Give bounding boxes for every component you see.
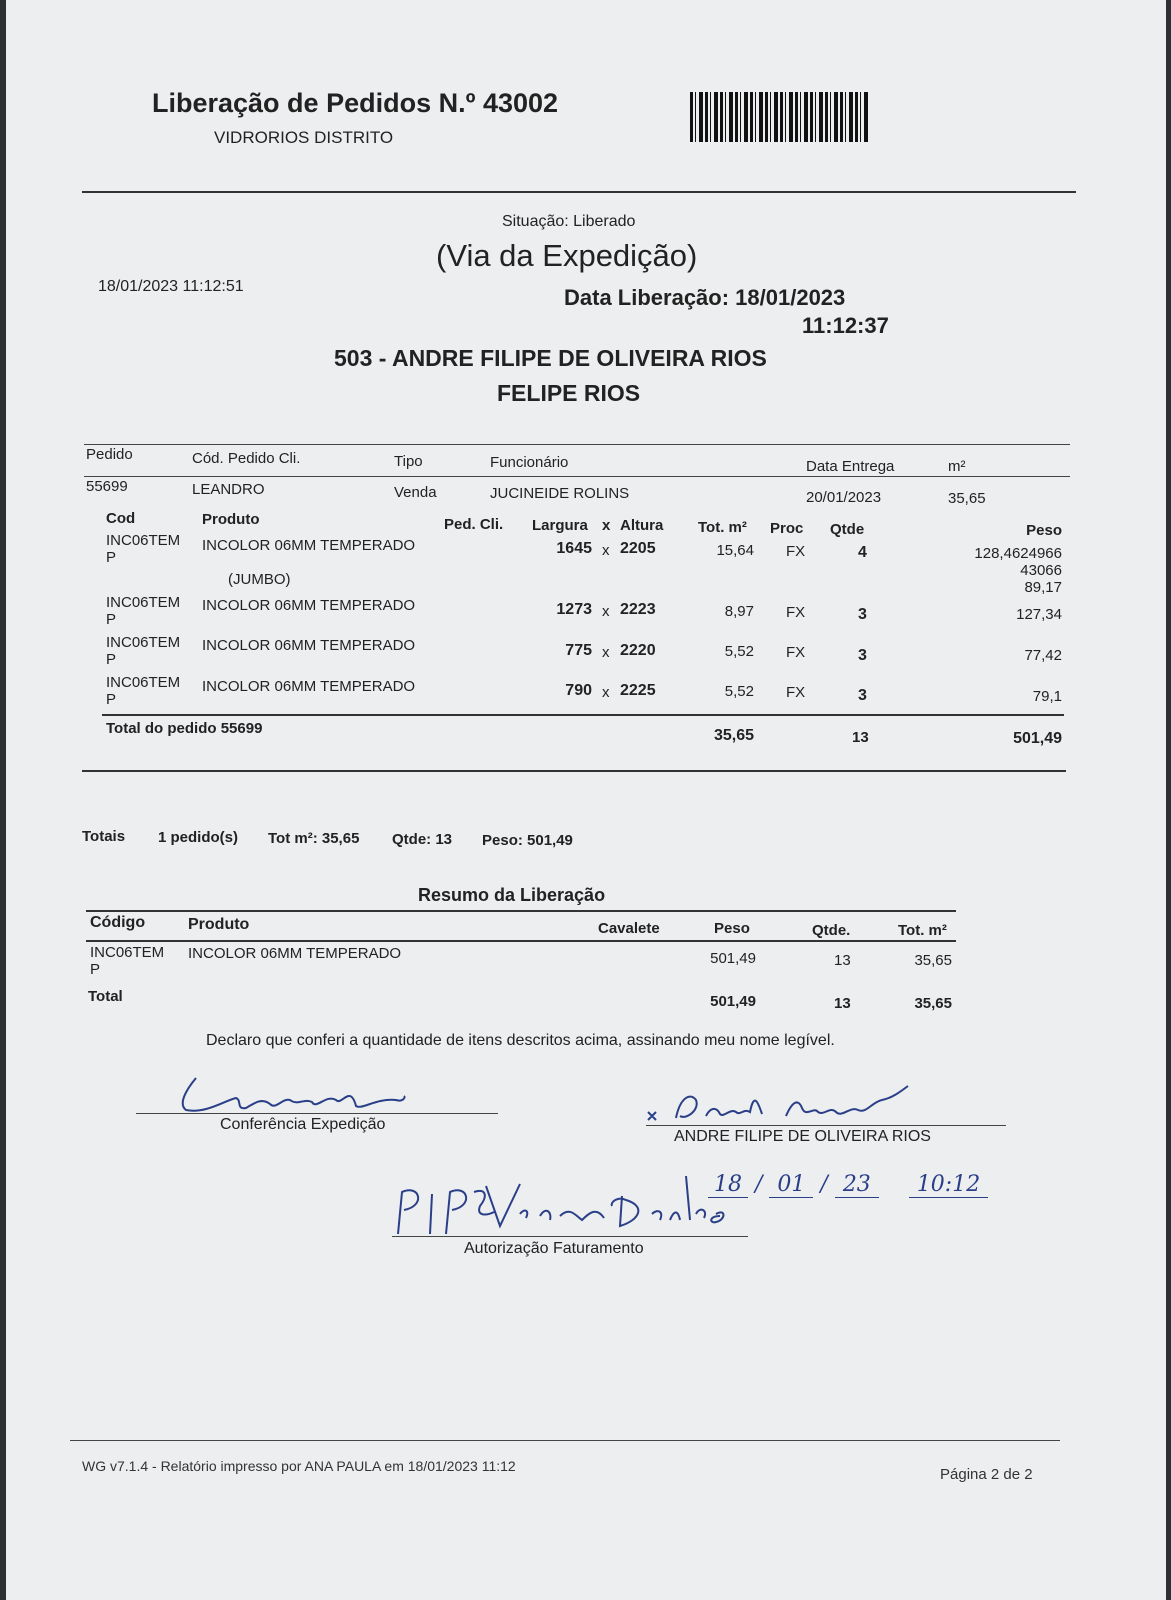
client-name: 503 - ANDRE FILIPE DE OLIVEIRA RIOS: [334, 345, 767, 371]
col-m2: m²: [948, 458, 966, 475]
items-col-cod: Cod: [106, 510, 136, 527]
header-divider: [82, 191, 1076, 193]
resumo-title: Resumo da Liberação: [418, 885, 606, 905]
col-pedido: Pedido: [86, 446, 133, 463]
item-x: x: [602, 603, 610, 620]
via-title: (Via da Expedição): [436, 238, 698, 273]
col-tipo: Tipo: [394, 453, 423, 470]
resumo-row-qtde: 13: [834, 952, 851, 969]
printed-datetime: 18/01/2023 11:12:51: [98, 278, 244, 295]
item-produto: INCOLOR 06MM TEMPERADO: [202, 537, 416, 554]
cliente-label: ANDRE FILIPE DE OLIVEIRA RIOS: [674, 1128, 931, 1145]
resumo-col-produto: Produto: [188, 916, 250, 933]
company-name: VIDRORIOS DISTRITO: [214, 128, 394, 147]
items-col-peso: Peso: [1026, 522, 1062, 539]
totais-m2: Tot m²: 35,65: [268, 830, 360, 847]
resumo-row-peso: 501,49: [710, 950, 756, 967]
item-altura: 2223: [620, 601, 656, 618]
item-peso: 79,1: [1032, 688, 1062, 705]
order-total-label: Total do pedido 55699: [106, 720, 263, 737]
item-proc: FX: [786, 684, 806, 701]
resumo-col-peso: Peso: [714, 920, 750, 937]
item-tot-m2: 5,52: [724, 643, 754, 660]
resumo-row-produto: INCOLOR 06MM TEMPERADO: [188, 945, 402, 962]
item-proc: FX: [786, 604, 806, 621]
item-proc: FX: [786, 543, 806, 560]
resumo-total-peso: 501,49: [710, 993, 756, 1010]
totais-label: Totais: [82, 828, 126, 845]
item-tot-m2: 8,97: [724, 603, 754, 620]
handwritten-date: 18 / 01 / 23 10:12: [708, 1172, 988, 1197]
resumo-col-codigo: Código: [90, 914, 146, 931]
hora-liberacao: 11:12:37: [802, 313, 889, 338]
item-altura: 2225: [620, 682, 656, 699]
items-col-proc: Proc: [770, 520, 804, 537]
footer-report-info: WG v7.1.4 - Relatório impresso por ANA PAULA em 18/01/2023 11:12: [82, 1458, 516, 1474]
declaration-text: Declaro que conferi a quantidade de itens descritos acima, assinando meu nome legível.: [206, 1032, 835, 1049]
value-tipo: Venda: [394, 484, 437, 501]
item-largura: 775: [565, 642, 592, 659]
document-page: [6, 0, 1166, 1600]
item-tot-m2: 15,64: [716, 542, 754, 559]
situacao-text: Situação: Liberado: [502, 213, 636, 230]
autorizacao-line: [392, 1236, 748, 1237]
footer-line: [70, 1440, 1060, 1441]
item-x: x: [602, 542, 610, 559]
autorizacao-label: Autorização Faturamento: [464, 1240, 644, 1257]
order-bottom-line: [82, 770, 1066, 772]
items-col-qtde: Qtde: [830, 521, 865, 538]
item-produto: INCOLOR 06MM TEMPERADO: [202, 678, 416, 695]
items-col-altura: Altura: [620, 517, 664, 534]
item-produto: INCOLOR 06MM TEMPERADO: [202, 597, 416, 614]
resumo-total-tot-m2: 35,65: [914, 995, 952, 1012]
item-peso: 127,34: [1016, 606, 1062, 623]
order-total-peso: 501,49: [1013, 730, 1062, 747]
value-cod-pedido-cli: LEANDRO: [192, 481, 265, 498]
items-col-largura: Largura: [532, 517, 588, 534]
item-qtde: 3: [858, 687, 867, 704]
items-col-x: x: [602, 517, 611, 534]
item-largura: 790: [565, 682, 592, 699]
order-total-m2: 35,65: [713, 727, 754, 744]
totais-pedidos: 1 pedido(s): [158, 829, 239, 846]
resumo-top-line: [86, 910, 956, 912]
col-cod-pedido-cli: Cód. Pedido Cli.: [192, 450, 301, 467]
order-total-line: [102, 714, 1064, 716]
item-tot-m2: 5,52: [724, 683, 754, 700]
value-pedido: 55699: [86, 478, 128, 495]
document-title: Liberação de Pedidos N.º 43002: [152, 88, 559, 118]
items-col-tot-m2: Tot. m²: [698, 519, 747, 536]
resumo-total-label: Total: [88, 988, 123, 1005]
resumo-col-qtde: Qtde.: [812, 922, 851, 939]
order-header-line: [84, 476, 1070, 477]
order-total-qtde: 13: [852, 729, 869, 746]
totais-peso: Peso: 501,49: [482, 832, 573, 849]
col-funcionario: Funcionário: [490, 454, 569, 471]
item-cod: INC06TEM P: [106, 634, 181, 668]
resumo-header-line: [86, 940, 956, 942]
item-x: x: [602, 644, 610, 661]
order-top-line: [84, 444, 1070, 445]
item-qtde: 3: [858, 606, 867, 623]
footer-page-number: Página 2 de 2: [940, 1466, 1033, 1483]
item-altura: 2205: [620, 540, 656, 557]
items-col-ped-cli: Ped. Cli.: [444, 516, 504, 533]
item-x: x: [602, 684, 610, 701]
autorizacao-signature: [390, 1176, 740, 1236]
resumo-col-tot-m2: Tot. m²: [898, 922, 947, 939]
conferencia-label: Conferência Expedição: [220, 1116, 386, 1133]
item-cod: INC06TEM P: [106, 594, 181, 628]
item-peso: 77,42: [1024, 647, 1062, 664]
col-data-entrega: Data Entrega: [806, 458, 895, 475]
item-altura: 2220: [620, 642, 656, 659]
item-produto-extra: (JUMBO): [228, 571, 291, 588]
client-alias: FELIPE RIOS: [497, 380, 641, 406]
resumo-row-tot-m2: 35,65: [914, 952, 952, 969]
value-data-entrega: 20/01/2023: [806, 489, 882, 506]
item-peso: 128,4624966 43066 89,17: [974, 545, 1062, 596]
item-cod: INC06TEM P: [106, 532, 181, 566]
cliente-signature: [646, 1078, 916, 1126]
value-m2: 35,65: [948, 490, 986, 507]
items-col-produto: Produto: [202, 511, 260, 528]
cliente-line: [646, 1125, 1006, 1126]
item-produto: INCOLOR 06MM TEMPERADO: [202, 637, 416, 654]
conferencia-line: [136, 1113, 498, 1114]
totais-qtde: Qtde: 13: [392, 831, 453, 848]
item-qtde: 3: [858, 647, 867, 664]
value-funcionario: JUCINEIDE ROLINS: [490, 485, 630, 502]
resumo-total-qtde: 13: [834, 995, 851, 1012]
barcode: [690, 92, 870, 142]
item-qtde: 4: [858, 544, 867, 561]
item-proc: FX: [786, 644, 806, 661]
item-largura: 1645: [556, 540, 592, 557]
resumo-row-codigo: INC06TEM P: [90, 944, 165, 978]
resumo-col-cavalete: Cavalete: [598, 920, 660, 937]
data-liberacao: Data Liberação: 18/01/2023: [564, 285, 846, 310]
item-cod: INC06TEM P: [106, 674, 181, 708]
item-largura: 1273: [556, 601, 592, 618]
